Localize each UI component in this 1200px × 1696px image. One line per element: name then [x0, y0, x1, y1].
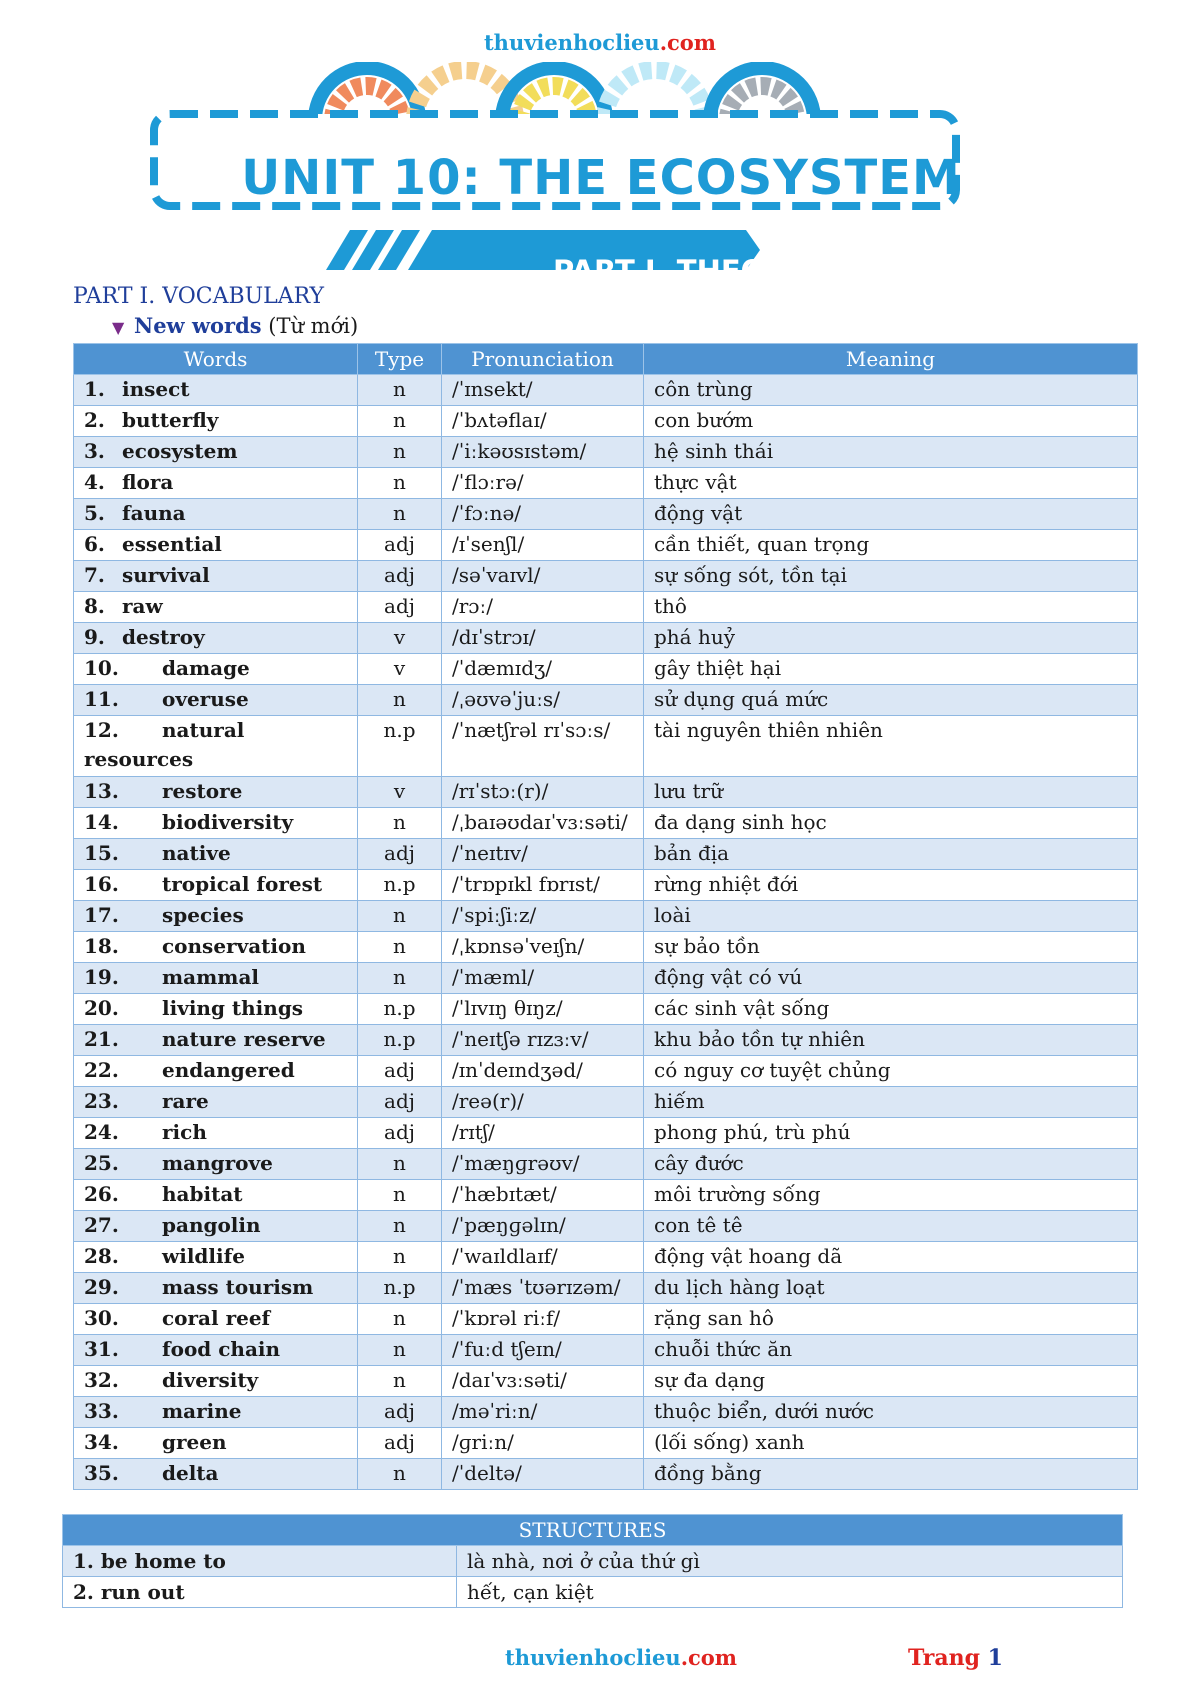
meaning-cell: động vật có vú [644, 963, 1138, 994]
pronunciation-cell: /ɪnˈdeɪndʒəd/ [442, 1056, 644, 1087]
meaning-cell: động vật [644, 499, 1138, 530]
row-number: 2. [73, 1579, 94, 1604]
site-link-top[interactable]: thuvienhoclieu.com [483, 30, 717, 55]
row-number: 16. [84, 872, 119, 896]
table-row [74, 901, 1138, 932]
word-text: conservation [162, 934, 306, 958]
word-cell [74, 1087, 358, 1118]
pronunciation-cell: /ˈmæŋɡrəʊv/ [442, 1149, 644, 1180]
table-row [74, 1180, 1138, 1211]
meaning-cell: sự sống sót, tồn tại [644, 561, 1138, 592]
pronunciation-cell: /ˈɪnsekt/ [442, 375, 644, 406]
word-cell [74, 839, 358, 870]
pronunciation-cell: /ˈdæmɪdʒ/ [442, 654, 644, 685]
word-text: tropical forest [162, 872, 323, 896]
pronunciation-cell: /ɡriːn/ [442, 1428, 644, 1459]
meaning-cell: phá huỷ [644, 623, 1138, 654]
word-text: coral reef [162, 1306, 271, 1330]
pronunciation-cell: /ˈneɪtʃə rɪzɜːv/ [442, 1025, 644, 1056]
part-label: PART I. THEORY [552, 254, 808, 288]
word-cell [74, 1211, 358, 1242]
type-cell: adj [358, 561, 442, 592]
type-cell: adj [358, 592, 442, 623]
table-row [74, 499, 1138, 530]
pronunciation-cell: /rɔː/ [442, 592, 644, 623]
word-text: rich [162, 1120, 207, 1144]
word-text: biodiversity [162, 810, 294, 834]
meaning-cell: là nhà, nơi ở của thứ gì [457, 1546, 1123, 1577]
type-cell: adj [358, 1118, 442, 1149]
row-number: 24. [84, 1120, 119, 1144]
word-cell [74, 1025, 358, 1056]
type-cell: adj [358, 530, 442, 561]
pronunciation-cell: /ˌkɒnsəˈveɪʃn/ [442, 932, 644, 963]
meaning-cell: chuỗi thức ăn [644, 1335, 1138, 1366]
site-link-footer[interactable]: thuvienhoclieu.com [505, 1645, 738, 1670]
word-cell [74, 994, 358, 1025]
word-text: mammal [162, 965, 260, 989]
word-cell [74, 561, 358, 592]
word-text: restore [162, 779, 243, 803]
word-cell [74, 1366, 358, 1397]
table-row [74, 1304, 1138, 1335]
row-number: 20. [84, 996, 119, 1020]
meaning-cell: khu bảo tồn tự nhiên [644, 1025, 1138, 1056]
meaning-cell: sử dụng quá mức [644, 685, 1138, 716]
table-row [74, 932, 1138, 963]
meaning-cell: rừng nhiệt đới [644, 870, 1138, 901]
word-cell [74, 963, 358, 994]
table-row [74, 654, 1138, 685]
word-text: raw [122, 594, 163, 618]
word-cell [74, 932, 358, 963]
word-cell [74, 1273, 358, 1304]
table-row [74, 1335, 1138, 1366]
type-cell: n [358, 375, 442, 406]
table-row [74, 1056, 1138, 1087]
pronunciation-cell: /ˈnætʃrəl rɪˈsɔːs/ [442, 716, 644, 777]
pronunciation-cell: /ˈpæŋɡəlɪn/ [442, 1211, 644, 1242]
table-row [74, 1273, 1138, 1304]
table-row [74, 406, 1138, 437]
word-cell [74, 406, 358, 437]
page-number: Trang 1 [908, 1645, 1003, 1671]
type-cell: n [358, 1211, 442, 1242]
word-cell [74, 592, 358, 623]
table-row [74, 1118, 1138, 1149]
type-cell: n.p [358, 994, 442, 1025]
word-text: butterfly [122, 408, 219, 432]
meaning-cell: có nguy cơ tuyệt chủng [644, 1056, 1138, 1087]
pronunciation-cell: /məˈriːn/ [442, 1397, 644, 1428]
word-text: nature reserve [162, 1027, 326, 1051]
word-text: endangered [162, 1058, 295, 1082]
table-row [74, 808, 1138, 839]
row-number: 4. [84, 470, 105, 494]
word-text: habitat [162, 1182, 243, 1206]
word-cell [74, 1335, 358, 1366]
type-cell: v [358, 623, 442, 654]
table-row [74, 1397, 1138, 1428]
ribbon-stripes [326, 230, 420, 270]
pronunciation-cell: /ˈfuːd tʃeɪn/ [442, 1335, 644, 1366]
type-cell: n [358, 1304, 442, 1335]
table-row [74, 623, 1138, 654]
word-text: ecosystem [122, 439, 238, 463]
type-cell: n [358, 499, 442, 530]
meaning-cell: rặng san hô [644, 1304, 1138, 1335]
word-text: delta [162, 1461, 219, 1485]
word-cell [74, 1180, 358, 1211]
row-number: 1. [84, 377, 105, 401]
word-cell [74, 530, 358, 561]
meaning-cell: thô [644, 592, 1138, 623]
word-text: marine [162, 1399, 242, 1423]
row-number: 33. [84, 1399, 119, 1423]
row-number: 3. [84, 439, 105, 463]
row-number: 9. [84, 625, 105, 649]
type-cell: n [358, 1180, 442, 1211]
pronunciation-cell: /ˈflɔːrə/ [442, 468, 644, 499]
type-cell: v [358, 777, 442, 808]
table-header-row [63, 1515, 1123, 1546]
type-cell: n [358, 1459, 442, 1490]
type-cell: n [358, 1335, 442, 1366]
word-cell [74, 654, 358, 685]
vocabulary-table [73, 343, 1138, 1490]
meaning-cell: thực vật [644, 468, 1138, 499]
word-cell [74, 1118, 358, 1149]
row-number: 6. [84, 532, 105, 556]
word-cell [74, 1242, 358, 1273]
word-cell [74, 1056, 358, 1087]
meaning-cell: phong phú, trù phú [644, 1118, 1138, 1149]
word-text: pangolin [162, 1213, 261, 1237]
type-cell: n [358, 963, 442, 994]
word-text: destroy [122, 625, 205, 649]
row-number: 27. [84, 1213, 119, 1237]
table-row [74, 1366, 1138, 1397]
word-text: overuse [162, 687, 249, 711]
pronunciation-cell: /ˈkɒrəl riːf/ [442, 1304, 644, 1335]
column-header-words: Words [74, 344, 358, 375]
type-cell: n [358, 468, 442, 499]
word-text: food chain [162, 1337, 281, 1361]
meaning-cell: hết, cạn kiệt [457, 1577, 1123, 1608]
word-cell [74, 499, 358, 530]
row-number: 18. [84, 934, 119, 958]
pronunciation-cell: /ˈspiːʃiːz/ [442, 901, 644, 932]
word-cell [74, 1149, 358, 1180]
word-text: mass tourism [162, 1275, 314, 1299]
pronunciation-cell: /ɪˈsenʃl/ [442, 530, 644, 561]
word-cell [74, 1459, 358, 1490]
word-text: fauna [122, 501, 186, 525]
row-number: 32. [84, 1368, 119, 1392]
word-text: essential [122, 532, 222, 556]
meaning-cell: sự đa dạng [644, 1366, 1138, 1397]
type-cell: n [358, 1242, 442, 1273]
type-cell: n [358, 901, 442, 932]
phrase-cell [63, 1577, 457, 1608]
column-header-meaning: Meaning [644, 344, 1138, 375]
row-number: 30. [84, 1306, 119, 1330]
row-number: 23. [84, 1089, 119, 1113]
table-row [74, 994, 1138, 1025]
meaning-cell: bản địa [644, 839, 1138, 870]
table-row [74, 1242, 1138, 1273]
pronunciation-cell: /dɪˈstrɔɪ/ [442, 623, 644, 654]
row-number: 21. [84, 1027, 119, 1051]
row-number: 34. [84, 1430, 119, 1454]
word-cell [74, 808, 358, 839]
row-number: 28. [84, 1244, 119, 1268]
pronunciation-cell: /səˈvaɪvl/ [442, 561, 644, 592]
pronunciation-cell: /ˌəʊvəˈjuːs/ [442, 685, 644, 716]
meaning-cell: con tê tê [644, 1211, 1138, 1242]
word-text: survival [122, 563, 210, 587]
word-cell [74, 777, 358, 808]
type-cell: adj [358, 839, 442, 870]
meaning-cell: đồng bằng [644, 1459, 1138, 1490]
pronunciation-cell: /ˌbaɪəʊdaɪˈvɜːsəti/ [442, 808, 644, 839]
meaning-cell: loài [644, 901, 1138, 932]
row-number: 11. [84, 687, 119, 711]
meaning-cell: gây thiệt hại [644, 654, 1138, 685]
word-cell [74, 901, 358, 932]
table-row [74, 375, 1138, 406]
table-row [74, 1459, 1138, 1490]
structures-header: STRUCTURES [63, 1515, 1123, 1546]
row-number: 5. [84, 501, 105, 525]
table-row [74, 1149, 1138, 1180]
row-number: 8. [84, 594, 105, 618]
row-number: 2. [84, 408, 105, 432]
row-number: 29. [84, 1275, 119, 1299]
pronunciation-cell: /rɪtʃ/ [442, 1118, 644, 1149]
meaning-cell: đa dạng sinh học [644, 808, 1138, 839]
type-cell: n [358, 1149, 442, 1180]
row-number: 31. [84, 1337, 119, 1361]
meaning-cell: các sinh vật sống [644, 994, 1138, 1025]
row-number: 26. [84, 1182, 119, 1206]
row-number: 35. [84, 1461, 119, 1485]
type-cell: adj [358, 1087, 442, 1118]
pronunciation-cell: /ˈbʌtəflaɪ/ [442, 406, 644, 437]
table-row [74, 963, 1138, 994]
meaning-cell: thuộc biển, dưới nước [644, 1397, 1138, 1428]
meaning-cell: lưu trữ [644, 777, 1138, 808]
meaning-cell: (lối sống) xanh [644, 1428, 1138, 1459]
column-header-type: Type [358, 344, 442, 375]
table-header-row [74, 344, 1138, 375]
meaning-cell: con bướm [644, 406, 1138, 437]
row-number: 17. [84, 903, 119, 927]
type-cell: adj [358, 1056, 442, 1087]
row-number: 1. [73, 1548, 94, 1573]
meaning-cell: cần thiết, quan trọng [644, 530, 1138, 561]
word-text: living things [162, 996, 304, 1020]
phrase-text: run out [100, 1579, 185, 1604]
meaning-cell: môi trường sống [644, 1180, 1138, 1211]
pronunciation-cell: /ˈlɪvɪŋ θɪŋz/ [442, 994, 644, 1025]
type-cell: n.p [358, 716, 442, 777]
meaning-cell: sự bảo tồn [644, 932, 1138, 963]
type-cell: n.p [358, 1025, 442, 1056]
meaning-cell: tài nguyên thiên nhiên [644, 716, 1138, 777]
table-row [74, 468, 1138, 499]
pronunciation-cell: /ˈdeltə/ [442, 1459, 644, 1490]
word-cell [74, 1304, 358, 1335]
row-number: 14. [84, 810, 119, 834]
word-cell [74, 375, 358, 406]
unit-title: UNIT 10: THE ECOSYSTEM [241, 150, 961, 206]
meaning-cell: cây đước [644, 1149, 1138, 1180]
pronunciation-cell: /daɪˈvɜːsəti/ [442, 1366, 644, 1397]
pronunciation-cell: /ˈtrɒpɪkl fɒrɪst/ [442, 870, 644, 901]
table-row [74, 716, 1138, 777]
word-cell [74, 1397, 358, 1428]
table-row [74, 561, 1138, 592]
table-row [74, 437, 1138, 468]
pronunciation-cell: /ˈfɔːnə/ [442, 499, 644, 530]
type-cell: v [358, 654, 442, 685]
word-cell [74, 623, 358, 654]
word-text: natural resources [84, 718, 245, 771]
meaning-cell: côn trùng [644, 375, 1138, 406]
word-text: green [162, 1430, 227, 1454]
table-row [63, 1577, 1123, 1608]
type-cell: n [358, 437, 442, 468]
word-text: species [162, 903, 244, 927]
gear-icon [710, 68, 814, 120]
phrase-cell [63, 1546, 457, 1577]
type-cell: n.p [358, 1273, 442, 1304]
row-number: 25. [84, 1151, 119, 1175]
type-cell: n [358, 406, 442, 437]
table-row [74, 839, 1138, 870]
word-text: mangrove [162, 1151, 273, 1175]
arrow-bullet-icon: ▼ [112, 318, 125, 337]
word-text: flora [122, 470, 174, 494]
new-words-heading: ▼ New words (Từ mới) [112, 313, 359, 338]
phrase-text: be home to [100, 1548, 226, 1573]
word-text: insect [122, 377, 190, 401]
pronunciation-cell: /ˈmæs ˈtʊərɪzəm/ [442, 1273, 644, 1304]
type-cell: adj [358, 1428, 442, 1459]
word-text: rare [162, 1089, 209, 1113]
pronunciation-cell: /ˈneɪtɪv/ [442, 839, 644, 870]
word-cell [74, 437, 358, 468]
table-row [74, 530, 1138, 561]
meaning-cell: hiếm [644, 1087, 1138, 1118]
row-number: 7. [84, 563, 105, 587]
type-cell: n [358, 685, 442, 716]
structures-table [62, 1514, 1123, 1608]
column-header-pronunciation: Pronunciation [442, 344, 644, 375]
row-number: 12. [84, 718, 119, 742]
pronunciation-cell: /reə(r)/ [442, 1087, 644, 1118]
table-row [74, 1428, 1138, 1459]
meaning-cell: động vật hoang dã [644, 1242, 1138, 1273]
table-row [74, 870, 1138, 901]
pronunciation-cell: /ˈwaɪldlaɪf/ [442, 1242, 644, 1273]
table-row [74, 685, 1138, 716]
word-cell [74, 870, 358, 901]
type-cell: n.p [358, 870, 442, 901]
pronunciation-cell: /ˈmæml/ [442, 963, 644, 994]
meaning-cell: du lịch hàng loạt [644, 1273, 1138, 1304]
table-row [74, 1211, 1138, 1242]
table-row [74, 1087, 1138, 1118]
row-number: 19. [84, 965, 119, 989]
word-cell [74, 716, 358, 777]
type-cell: adj [358, 1397, 442, 1428]
word-text: damage [162, 656, 250, 680]
word-text: diversity [162, 1368, 259, 1392]
meaning-cell: hệ sinh thái [644, 437, 1138, 468]
type-cell: n [358, 1366, 442, 1397]
pronunciation-cell: /rɪˈstɔː(r)/ [442, 777, 644, 808]
row-number: 22. [84, 1058, 119, 1082]
word-cell [74, 685, 358, 716]
pronunciation-cell: /ˈiːkəʊsɪstəm/ [442, 437, 644, 468]
table-row [63, 1546, 1123, 1577]
word-cell [74, 1428, 358, 1459]
row-number: 15. [84, 841, 119, 865]
row-number: 10. [84, 656, 119, 680]
row-number: 13. [84, 779, 119, 803]
word-text: wildlife [162, 1244, 245, 1268]
word-cell [74, 468, 358, 499]
type-cell: n [358, 932, 442, 963]
word-text: native [162, 841, 231, 865]
section-title: PART I. VOCABULARY [73, 284, 325, 309]
pronunciation-cell: /ˈhæbɪtæt/ [442, 1180, 644, 1211]
table-row [74, 592, 1138, 623]
table-row [74, 1025, 1138, 1056]
table-row [74, 777, 1138, 808]
type-cell: n [358, 808, 442, 839]
